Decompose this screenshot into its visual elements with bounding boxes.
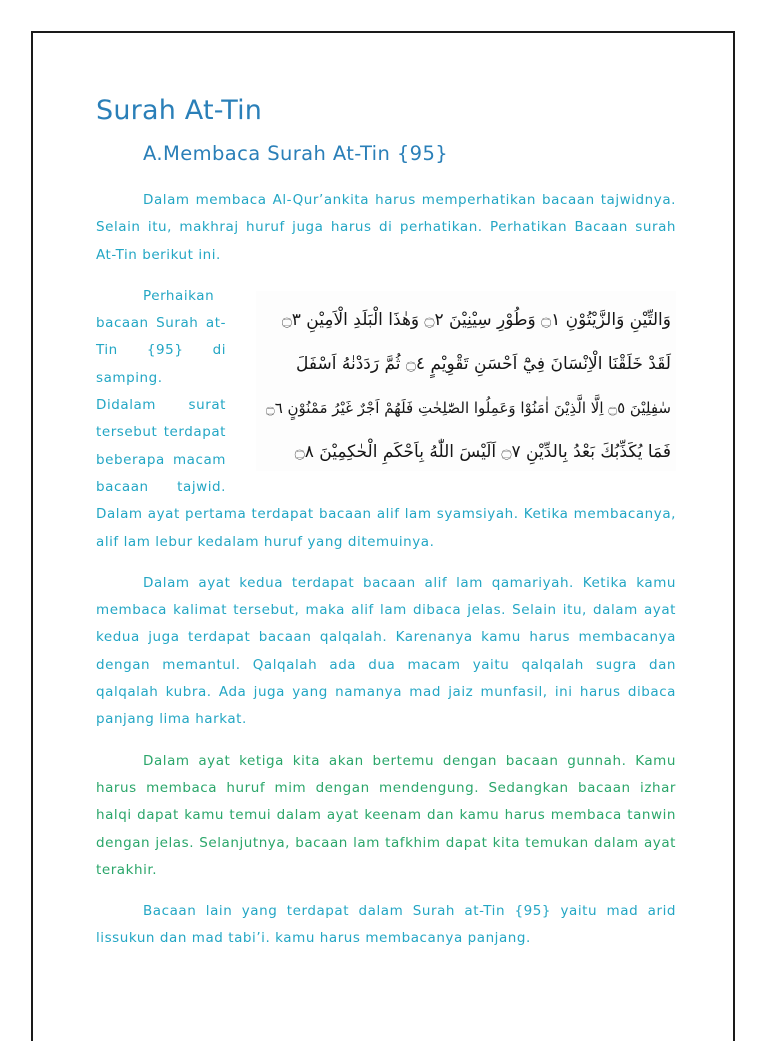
arabic-line-3: سٰفِلِيْنَ ۝٥ اِلَّا الَّذِيْنَ اٰمَنُوْا وَعَمِلُوا الصّٰلِحٰتِ فَلَهُمْ اَجْرٌ غَيْرُ مَمْنُوْنٍ ۝٦ (265, 398, 671, 417)
surah-section (96, 283, 676, 556)
paragraph-ayat-1: Perhaikan bacaan Surah at-Tin {95} di samping. Didalam surat tersebut terdapat beberapa macam bacaan tajwid. Dalam ayat pertama terdapat bacaan alif lam syamsiyah. Ketika membacanya, alif lam lebur kedalam huruf yang ditemuinya. (96, 287, 676, 550)
arabic-line-2: لَقَدْ خَلَقْنَا الْاِنْسَانَ فِيْٓ اَحْسَنِ تَقْوِيْمٍ ۝٤ ثُمَّ رَدَدْنٰهُ اَسْفَلَ (296, 353, 671, 374)
surah-at-tin-arabic-text (256, 291, 676, 471)
paragraph-bacaan-lain: Bacaan lain yang terdapat dalam Surah at-Tin {95} yaitu mad arid lissukun dan mad tabi’i. kamu harus membacanya panjang. (96, 903, 676, 947)
paragraph-ayat-2: Dalam ayat kedua terdapat bacaan alif lam qamariyah. Ketika kamu membaca kalimat tersebut, maka alif lam dibaca jelas. Selain itu, dalam ayat kedua juga terdapat bacaan qalqalah. Karenanya kamu harus membacanya dengan memantul. Qalqalah ada dua macam yaitu qalqalah sugra dan qalqalah kubra. Ada juga yang namanya mad jaiz munfasil, ini harus dibaca panjang lima harkat. (96, 574, 676, 728)
intro-paragraph: Dalam membaca Al-Qur’ankita harus memperhatikan bacaan tajwidnya. Selain itu, makhraj huruf juga harus di perhatikan. Perhatikan Bacaan surah At-Tin berikut ini. (96, 192, 676, 263)
document-page (31, 31, 735, 1041)
page-title: Surah At-Tin (96, 95, 263, 126)
arabic-line-4: فَمَا يُكَذِّبُكَ بَعْدُ بِالدِّيْنِ ۝٧ اَلَيْسَ اللّٰهُ بِاَحْكَمِ الْحٰكِمِيْنَ ۝٨ (294, 441, 671, 462)
section-heading: A.Membaca Surah At-Tin {95} (143, 142, 449, 165)
paragraph-ayat-3: Dalam ayat ketiga kita akan bertemu dengan bacaan gunnah. Kamu harus membaca huruf mim dengan mendengung. Sedangkan bacaan izhar halqi dapat kamu temui dalam ayat keenam dan kamu harus membaca tanwin dengan jelas. Selanjutnya, bacaan lam tafkhim dapat kita temukan dalam ayat terakhir. (96, 752, 676, 878)
document-content (96, 95, 676, 967)
arabic-line-1: وَالتِّيْنِ وَالزَّيْتُوْنِ ۝١ وَطُوْرِ سِيْنِيْنَ ۝٢ وَهٰذَا الْبَلَدِ الْاَمِيْنِ ۝٣ (281, 309, 671, 330)
